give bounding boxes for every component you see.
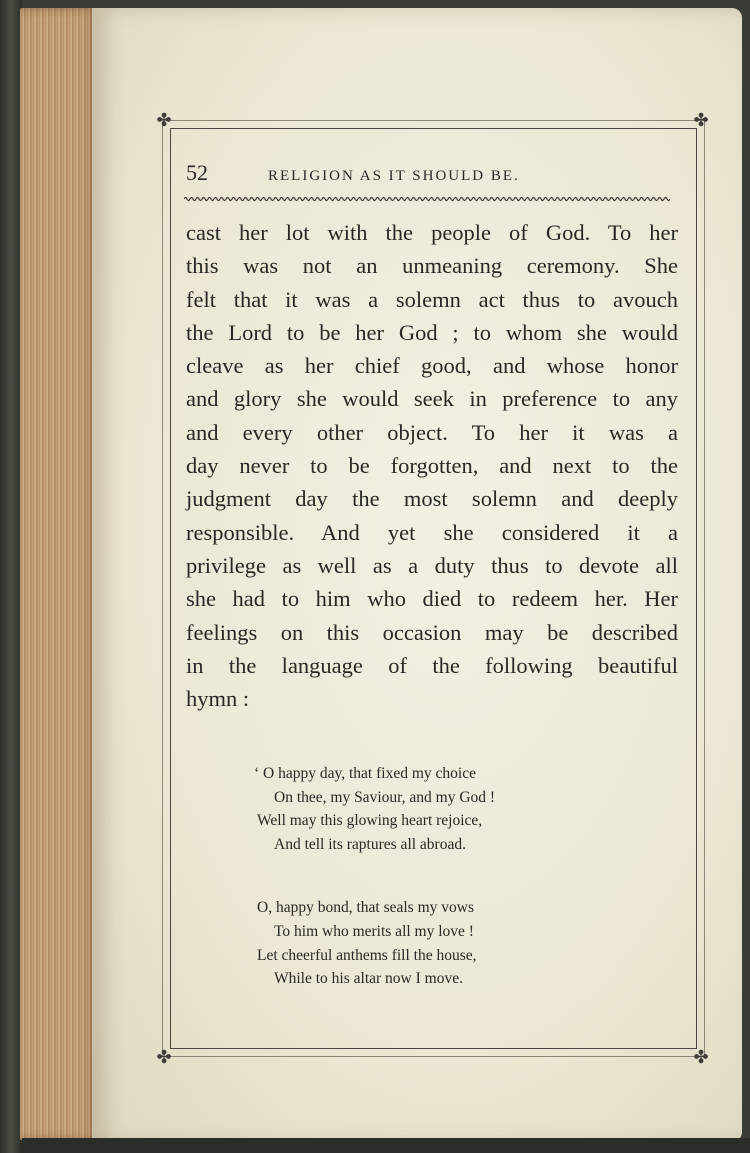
text-line: felt that it was a solemn act thus to avouch xyxy=(186,286,678,312)
page-number: 52 xyxy=(186,160,208,185)
text-line: in the language of the following beautiful xyxy=(186,652,678,678)
fleuron-icon: ✤ xyxy=(693,110,709,130)
text-line: cast her lot with the people of God. To her xyxy=(186,220,678,245)
wavy-rule xyxy=(184,194,670,204)
text-line: she had to him who died to redeem her. Her xyxy=(186,586,678,612)
text-line: this was not an unmeaning ceremony. She xyxy=(186,253,678,279)
hymn-verse: Let cheerful anthems fill the house, xyxy=(257,946,477,964)
page-header xyxy=(186,160,681,194)
body-text xyxy=(186,216,678,715)
text-line: and every other object. To her it was a xyxy=(186,419,678,445)
book-binding xyxy=(0,0,22,1153)
page-edges xyxy=(20,8,98,1140)
book-bottom-edge xyxy=(22,1138,750,1153)
text-line: cleave as her chief good, and whose honor xyxy=(186,353,678,379)
text-line: feelings on this occasion may be described xyxy=(186,619,678,645)
text-line: day never to be forgotten, and next to the xyxy=(186,453,678,479)
hymn-verse: While to his altar now I move. xyxy=(274,970,463,988)
text-line: and glory she would seek in preference to any xyxy=(186,386,678,412)
text-line: judgment day the most solemn and deeply xyxy=(186,486,678,512)
fleuron-icon: ✤ xyxy=(156,1047,172,1067)
hymn xyxy=(230,762,650,1031)
hymn-stanza xyxy=(230,896,650,990)
hymn-verse: ‘ O happy day, that fixed my choice xyxy=(254,765,476,782)
text-line: responsible. And yet she considered it a xyxy=(186,519,678,545)
text-line: privilege as well as a duty thus to devote all xyxy=(186,552,678,578)
hymn-verse: Well may this glowing heart rejoice, xyxy=(257,812,483,830)
text-line: hymn : xyxy=(186,686,250,712)
hymn-stanza xyxy=(230,762,650,856)
running-head: RELIGION AS IT SHOULD BE. xyxy=(268,168,520,184)
hymn-verse: O, happy bond, that seals my vows xyxy=(257,899,474,917)
hymn-verse: On thee, my Saviour, and my God ! xyxy=(274,788,496,806)
fleuron-icon: ✤ xyxy=(156,110,172,130)
text-line: the Lord to be her God ; to whom she would xyxy=(186,319,678,345)
hymn-verse: To him who merits all my love ! xyxy=(274,922,474,940)
fleuron-icon: ✤ xyxy=(693,1047,709,1067)
hymn-verse: And tell its raptures all abroad. xyxy=(274,835,466,853)
